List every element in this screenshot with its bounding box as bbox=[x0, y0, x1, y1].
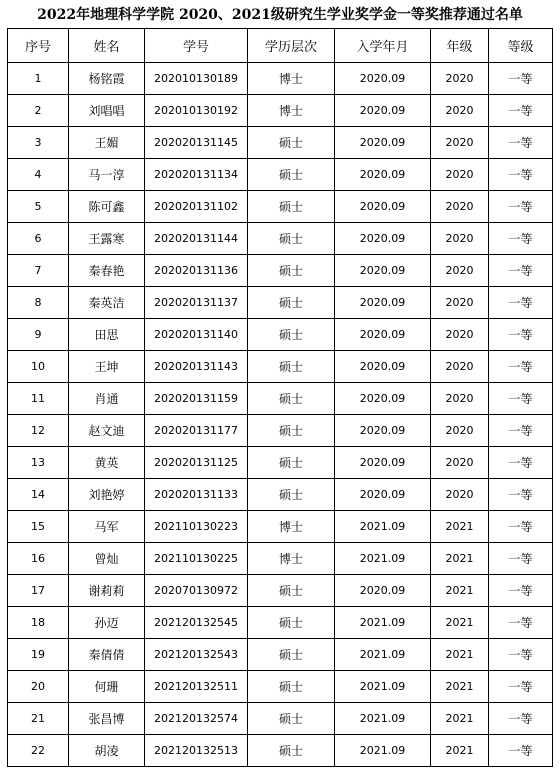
table-body bbox=[8, 63, 553, 767]
cell-enrollment-date: 2021.09 bbox=[335, 671, 431, 703]
cell-index: 12 bbox=[8, 415, 69, 447]
table-row bbox=[8, 383, 553, 415]
cell-enrollment-date: 2021.09 bbox=[335, 639, 431, 671]
header-enrollment-date: 入学年月 bbox=[335, 29, 431, 63]
cell-degree: 硕士 bbox=[248, 223, 335, 255]
cell-degree: 硕士 bbox=[248, 351, 335, 383]
cell-level: 一等 bbox=[489, 703, 553, 735]
cell-student-id: 202020131102 bbox=[145, 191, 248, 223]
cell-index: 8 bbox=[8, 287, 69, 319]
cell-degree: 硕士 bbox=[248, 575, 335, 607]
cell-degree: 硕士 bbox=[248, 255, 335, 287]
cell-level: 一等 bbox=[489, 447, 553, 479]
cell-enrollment-date: 2020.09 bbox=[335, 191, 431, 223]
cell-student-id: 202120132545 bbox=[145, 607, 248, 639]
cell-enrollment-date: 2021.09 bbox=[335, 703, 431, 735]
cell-degree: 博士 bbox=[248, 63, 335, 95]
cell-index: 11 bbox=[8, 383, 69, 415]
cell-degree: 硕士 bbox=[248, 191, 335, 223]
cell-name: 赵文迪 bbox=[69, 415, 145, 447]
cell-student-id: 202020131137 bbox=[145, 287, 248, 319]
cell-level: 一等 bbox=[489, 543, 553, 575]
cell-student-id: 202020131133 bbox=[145, 479, 248, 511]
table-row bbox=[8, 703, 553, 735]
cell-degree: 硕士 bbox=[248, 639, 335, 671]
cell-index: 18 bbox=[8, 607, 69, 639]
cell-name: 马军 bbox=[69, 511, 145, 543]
cell-name: 曾灿 bbox=[69, 543, 145, 575]
cell-degree: 博士 bbox=[248, 543, 335, 575]
cell-enrollment-date: 2020.09 bbox=[335, 159, 431, 191]
cell-name: 肖通 bbox=[69, 383, 145, 415]
table-row bbox=[8, 255, 553, 287]
cell-level: 一等 bbox=[489, 415, 553, 447]
cell-degree: 硕士 bbox=[248, 159, 335, 191]
cell-enrollment-date: 2020.09 bbox=[335, 575, 431, 607]
cell-enrollment-date: 2020.09 bbox=[335, 255, 431, 287]
cell-name: 刘唱唱 bbox=[69, 95, 145, 127]
cell-grade: 2020 bbox=[431, 255, 489, 287]
cell-name: 王露寒 bbox=[69, 223, 145, 255]
table-row bbox=[8, 735, 553, 767]
cell-student-id: 202120132543 bbox=[145, 639, 248, 671]
cell-level: 一等 bbox=[489, 351, 553, 383]
header-name: 姓名 bbox=[69, 29, 145, 63]
cell-name: 黄英 bbox=[69, 447, 145, 479]
cell-level: 一等 bbox=[489, 607, 553, 639]
table-row bbox=[8, 671, 553, 703]
cell-degree: 硕士 bbox=[248, 287, 335, 319]
cell-enrollment-date: 2020.09 bbox=[335, 287, 431, 319]
cell-name: 田思 bbox=[69, 319, 145, 351]
cell-degree: 硕士 bbox=[248, 703, 335, 735]
cell-student-id: 202020131125 bbox=[145, 447, 248, 479]
cell-index: 5 bbox=[8, 191, 69, 223]
cell-student-id: 202020131177 bbox=[145, 415, 248, 447]
cell-grade: 2020 bbox=[431, 479, 489, 511]
cell-index: 6 bbox=[8, 223, 69, 255]
cell-name: 马一淳 bbox=[69, 159, 145, 191]
cell-student-id: 202120132574 bbox=[145, 703, 248, 735]
cell-grade: 2020 bbox=[431, 95, 489, 127]
cell-name: 秦春艳 bbox=[69, 255, 145, 287]
cell-degree: 硕士 bbox=[248, 415, 335, 447]
cell-index: 1 bbox=[8, 63, 69, 95]
cell-enrollment-date: 2020.09 bbox=[335, 95, 431, 127]
cell-grade: 2020 bbox=[431, 287, 489, 319]
cell-index: 19 bbox=[8, 639, 69, 671]
cell-grade: 2021 bbox=[431, 735, 489, 767]
cell-level: 一等 bbox=[489, 319, 553, 351]
cell-student-id: 202120132511 bbox=[145, 671, 248, 703]
cell-level: 一等 bbox=[489, 127, 553, 159]
cell-name: 刘艳婷 bbox=[69, 479, 145, 511]
cell-index: 2 bbox=[8, 95, 69, 127]
cell-student-id: 202020131145 bbox=[145, 127, 248, 159]
cell-enrollment-date: 2021.09 bbox=[335, 607, 431, 639]
cell-student-id: 202010130189 bbox=[145, 63, 248, 95]
table-row bbox=[8, 159, 553, 191]
cell-index: 22 bbox=[8, 735, 69, 767]
cell-level: 一等 bbox=[489, 671, 553, 703]
cell-degree: 博士 bbox=[248, 95, 335, 127]
cell-grade: 2021 bbox=[431, 543, 489, 575]
cell-grade: 2020 bbox=[431, 63, 489, 95]
cell-student-id: 202010130192 bbox=[145, 95, 248, 127]
cell-name: 张昌博 bbox=[69, 703, 145, 735]
table-row bbox=[8, 191, 553, 223]
cell-grade: 2020 bbox=[431, 447, 489, 479]
document-title: 2022年地理科学学院 2020、2021级研究生学业奖学金一等奖推荐通过名单 bbox=[37, 7, 523, 23]
cell-index: 16 bbox=[8, 543, 69, 575]
cell-level: 一等 bbox=[489, 191, 553, 223]
cell-grade: 2020 bbox=[431, 383, 489, 415]
cell-grade: 2021 bbox=[431, 639, 489, 671]
cell-name: 秦倩倩 bbox=[69, 639, 145, 671]
table-row bbox=[8, 287, 553, 319]
cell-name: 何珊 bbox=[69, 671, 145, 703]
table-row bbox=[8, 319, 553, 351]
cell-enrollment-date: 2020.09 bbox=[335, 479, 431, 511]
table-row bbox=[8, 639, 553, 671]
cell-index: 21 bbox=[8, 703, 69, 735]
cell-index: 20 bbox=[8, 671, 69, 703]
cell-student-id: 202020131144 bbox=[145, 223, 248, 255]
cell-name: 孙迈 bbox=[69, 607, 145, 639]
cell-enrollment-date: 2021.09 bbox=[335, 543, 431, 575]
header-level: 等级 bbox=[489, 29, 553, 63]
table-row bbox=[8, 447, 553, 479]
cell-index: 17 bbox=[8, 575, 69, 607]
cell-grade: 2020 bbox=[431, 191, 489, 223]
cell-enrollment-date: 2020.09 bbox=[335, 383, 431, 415]
table-row bbox=[8, 351, 553, 383]
cell-degree: 硕士 bbox=[248, 479, 335, 511]
table-row bbox=[8, 415, 553, 447]
cell-enrollment-date: 2020.09 bbox=[335, 63, 431, 95]
cell-index: 4 bbox=[8, 159, 69, 191]
cell-degree: 硕士 bbox=[248, 383, 335, 415]
cell-grade: 2020 bbox=[431, 415, 489, 447]
cell-student-id: 202110130225 bbox=[145, 543, 248, 575]
cell-student-id: 202120132513 bbox=[145, 735, 248, 767]
cell-grade: 2021 bbox=[431, 607, 489, 639]
header-grade: 年级 bbox=[431, 29, 489, 63]
cell-student-id: 202020131136 bbox=[145, 255, 248, 287]
cell-student-id: 202020131159 bbox=[145, 383, 248, 415]
table-row bbox=[8, 607, 553, 639]
cell-enrollment-date: 2020.09 bbox=[335, 415, 431, 447]
cell-index: 14 bbox=[8, 479, 69, 511]
cell-index: 3 bbox=[8, 127, 69, 159]
cell-enrollment-date: 2020.09 bbox=[335, 223, 431, 255]
header-index: 序号 bbox=[8, 29, 69, 63]
cell-degree: 硕士 bbox=[248, 319, 335, 351]
cell-enrollment-date: 2020.09 bbox=[335, 351, 431, 383]
cell-enrollment-date: 2020.09 bbox=[335, 127, 431, 159]
cell-grade: 2020 bbox=[431, 351, 489, 383]
cell-level: 一等 bbox=[489, 383, 553, 415]
cell-grade: 2020 bbox=[431, 159, 489, 191]
cell-grade: 2020 bbox=[431, 223, 489, 255]
table-row bbox=[8, 511, 553, 543]
cell-index: 10 bbox=[8, 351, 69, 383]
table-row bbox=[8, 95, 553, 127]
cell-level: 一等 bbox=[489, 95, 553, 127]
cell-grade: 2021 bbox=[431, 575, 489, 607]
cell-index: 9 bbox=[8, 319, 69, 351]
cell-name: 陈可鑫 bbox=[69, 191, 145, 223]
cell-student-id: 202020131143 bbox=[145, 351, 248, 383]
cell-name: 谢莉莉 bbox=[69, 575, 145, 607]
table-row bbox=[8, 543, 553, 575]
cell-name: 王媚 bbox=[69, 127, 145, 159]
cell-grade: 2021 bbox=[431, 511, 489, 543]
cell-grade: 2021 bbox=[431, 671, 489, 703]
cell-degree: 硕士 bbox=[248, 127, 335, 159]
cell-name: 胡凌 bbox=[69, 735, 145, 767]
cell-name: 秦英洁 bbox=[69, 287, 145, 319]
cell-level: 一等 bbox=[489, 479, 553, 511]
header-student-id: 学号 bbox=[145, 29, 248, 63]
cell-enrollment-date: 2021.09 bbox=[335, 511, 431, 543]
table-row bbox=[8, 127, 553, 159]
cell-level: 一等 bbox=[489, 63, 553, 95]
cell-level: 一等 bbox=[489, 639, 553, 671]
table-row bbox=[8, 575, 553, 607]
cell-student-id: 202020131140 bbox=[145, 319, 248, 351]
cell-grade: 2021 bbox=[431, 703, 489, 735]
cell-level: 一等 bbox=[489, 287, 553, 319]
header-degree: 学历层次 bbox=[248, 29, 335, 63]
cell-level: 一等 bbox=[489, 159, 553, 191]
table-row bbox=[8, 479, 553, 511]
cell-degree: 硕士 bbox=[248, 735, 335, 767]
cell-index: 7 bbox=[8, 255, 69, 287]
cell-degree: 硕士 bbox=[248, 447, 335, 479]
table-row bbox=[8, 63, 553, 95]
cell-level: 一等 bbox=[489, 255, 553, 287]
cell-level: 一等 bbox=[489, 735, 553, 767]
cell-enrollment-date: 2020.09 bbox=[335, 447, 431, 479]
cell-index: 15 bbox=[8, 511, 69, 543]
cell-student-id: 202070130972 bbox=[145, 575, 248, 607]
cell-level: 一等 bbox=[489, 575, 553, 607]
cell-index: 13 bbox=[8, 447, 69, 479]
cell-enrollment-date: 2021.09 bbox=[335, 735, 431, 767]
cell-degree: 硕士 bbox=[248, 671, 335, 703]
cell-name: 王坤 bbox=[69, 351, 145, 383]
cell-enrollment-date: 2020.09 bbox=[335, 319, 431, 351]
cell-degree: 硕士 bbox=[248, 607, 335, 639]
cell-level: 一等 bbox=[489, 223, 553, 255]
cell-student-id: 202110130223 bbox=[145, 511, 248, 543]
table-row bbox=[8, 223, 553, 255]
cell-student-id: 202020131134 bbox=[145, 159, 248, 191]
cell-level: 一等 bbox=[489, 511, 553, 543]
table-header-row bbox=[8, 29, 553, 63]
cell-name: 杨铭霞 bbox=[69, 63, 145, 95]
cell-grade: 2020 bbox=[431, 127, 489, 159]
scholarship-table bbox=[7, 28, 553, 767]
cell-grade: 2020 bbox=[431, 319, 489, 351]
cell-degree: 博士 bbox=[248, 511, 335, 543]
